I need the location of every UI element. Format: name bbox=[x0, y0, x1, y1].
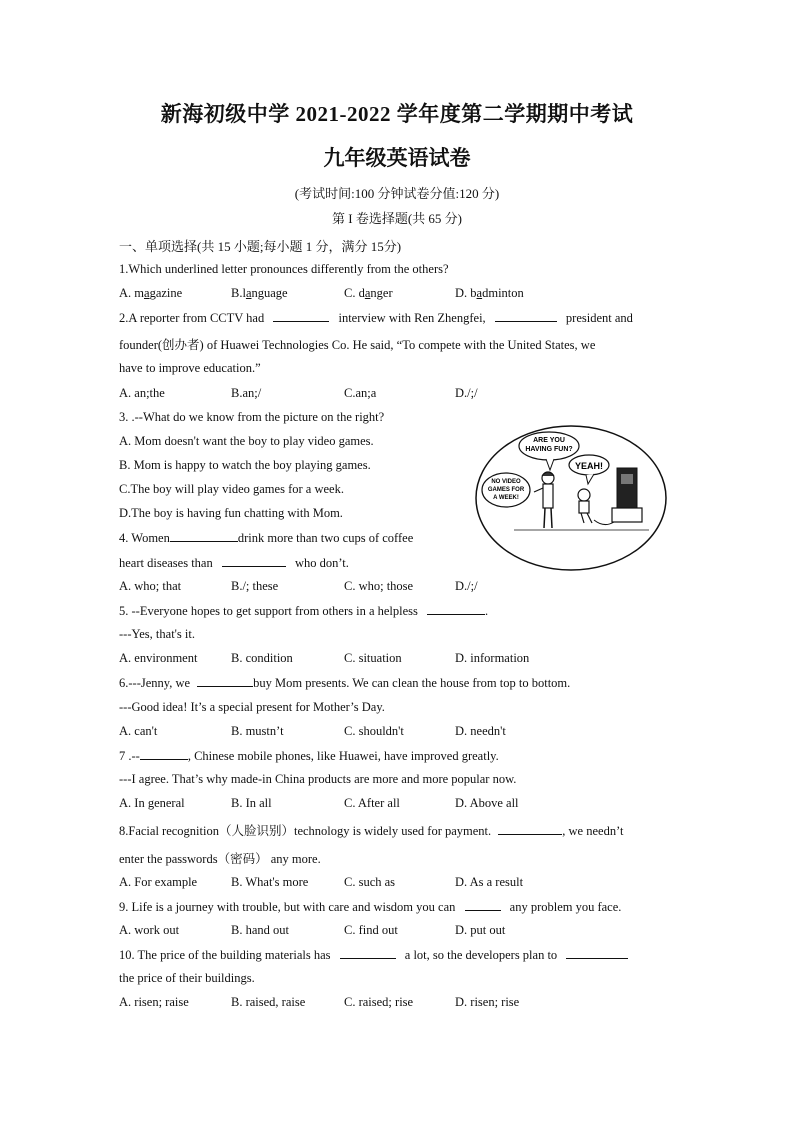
option-b: B. condition bbox=[231, 651, 293, 665]
question-6-stem-line2: ---Good idea! It’s a special present for Mother’s Day. bbox=[119, 700, 385, 714]
question-4-options bbox=[119, 579, 679, 595]
option-a: A. magazine bbox=[119, 286, 183, 300]
option-b: B. In all bbox=[231, 796, 272, 810]
option-b: B. raised, raise bbox=[231, 995, 306, 1009]
option-c: C. raised; rise bbox=[344, 995, 414, 1009]
question-8-stem-line2: enter the passwords（密码） any more. bbox=[119, 852, 321, 866]
question-10-stem-line1: 10. The price of the building materials has a lot, so the developers plan to bbox=[119, 947, 628, 963]
question-5-stem-line2: ---Yes, that's it. bbox=[119, 627, 195, 641]
option-d: D. needn't bbox=[455, 724, 506, 738]
option-b: B.an;/ bbox=[231, 386, 262, 400]
question-5-options bbox=[119, 651, 679, 667]
question-6-options bbox=[119, 724, 679, 740]
answer-blank bbox=[495, 310, 557, 322]
question-3-stem: 3. .--What do we know from the picture on the right? bbox=[119, 410, 385, 424]
option-c: C. find out bbox=[344, 923, 398, 937]
question-3-option-d: D.The boy is having fun chatting with Mom. bbox=[119, 506, 343, 520]
option-c: C. shouldn't bbox=[344, 724, 404, 738]
question-3-option-c: C.The boy will play video games for a week. bbox=[119, 482, 344, 496]
option-c: C. such as bbox=[344, 875, 396, 889]
question-9-options bbox=[119, 923, 679, 939]
option-d: D./;/ bbox=[455, 579, 478, 593]
question-10-options bbox=[119, 995, 679, 1011]
question-3-option-a: A. Mom doesn't want the boy to play video games. bbox=[119, 434, 374, 448]
question-2-stem-line2: founder(创办者) of Huawei Technologies Co. He said, “To compete with the United States, we bbox=[119, 338, 596, 352]
part-title: 第 I 卷选择题(共 65 分) bbox=[332, 211, 462, 226]
option-d: D. Above all bbox=[455, 796, 519, 810]
exam-title: 新海初级中学 2021-2022 学年度第二学期期中考试 bbox=[160, 102, 634, 126]
question-9-stem: 9. Life is a journey with trouble, but with care and wisdom you can any problem you face. bbox=[119, 900, 622, 914]
question-6-stem-line1: 6.---Jenny, we buy Mom presents. We can clean the house from top to bottom. bbox=[119, 676, 571, 690]
option-b: B. hand out bbox=[231, 923, 289, 937]
question-7-stem-line1: 7 .-- , Chinese mobile phones, like Huawei, have improved greatly. bbox=[119, 749, 499, 763]
question-7-stem-line2: ---I agree. That’s why made-in China products are more and more popular now. bbox=[119, 772, 517, 786]
option-b: B. mustn’t bbox=[231, 724, 284, 738]
option-d: D. badminton bbox=[455, 286, 524, 300]
option-c: C.an;a bbox=[344, 386, 377, 400]
option-c: C. danger bbox=[344, 286, 393, 300]
option-b: B. What's more bbox=[231, 875, 309, 889]
sign-text-line2: GAMES FOR bbox=[487, 487, 525, 493]
answer-blank bbox=[465, 899, 501, 911]
option-b: B.language bbox=[231, 286, 288, 300]
question-10-stem-line2: the price of their buildings. bbox=[119, 971, 255, 985]
option-a: A. environment bbox=[119, 651, 198, 665]
section-title: 一、单项选择(共 15 小题;每小题 1 分，满分 15分) bbox=[119, 239, 402, 254]
option-a: A. risen; raise bbox=[119, 995, 189, 1009]
option-a: A. can't bbox=[119, 724, 158, 738]
answer-blank bbox=[197, 675, 253, 687]
question-4-stem-line2: heart diseases than who don’t. bbox=[119, 556, 349, 570]
option-d: D. put out bbox=[455, 923, 506, 937]
question-3-option-b: B. Mom is happy to watch the boy playing games. bbox=[119, 458, 371, 472]
answer-blank bbox=[566, 947, 628, 959]
answer-blank bbox=[498, 823, 562, 835]
question-1-options bbox=[119, 286, 679, 302]
question-4-stem-line1: 4. Women drink more than two cups of coffee bbox=[119, 531, 414, 545]
question-7-options bbox=[119, 796, 679, 812]
option-d: D./;/ bbox=[455, 386, 478, 400]
answer-blank bbox=[140, 748, 188, 760]
question-5-stem-line1: 5. --Everyone hopes to get support from others in a helpless . bbox=[119, 604, 489, 618]
answer-blank bbox=[340, 947, 396, 959]
question-2-stem-line1: 2.A reporter from CCTV had interview with Ren Zhengfei, president and bbox=[119, 311, 633, 325]
bubble-yeah-text: YEAH! bbox=[574, 461, 604, 471]
cartoon-illustration bbox=[474, 420, 669, 575]
option-a: A. an;the bbox=[119, 386, 165, 400]
answer-blank bbox=[427, 603, 485, 615]
option-d: D. As a result bbox=[455, 875, 524, 889]
sign-text-line1: NO VIDEO bbox=[491, 479, 521, 485]
exam-subtitle: 九年级英语试卷 bbox=[323, 146, 471, 170]
question-8-options bbox=[119, 875, 679, 891]
answer-blank bbox=[222, 555, 286, 567]
bubble-text-line2: HAVING FUN? bbox=[525, 446, 573, 453]
option-a: A. work out bbox=[119, 923, 180, 937]
answer-blank bbox=[273, 310, 329, 322]
option-a: A. In general bbox=[119, 796, 185, 810]
question-1-stem: 1.Which underlined letter pronounces differently from the others? bbox=[119, 262, 449, 276]
sign-text-line3: A WEEK! bbox=[493, 495, 519, 501]
option-c: C. situation bbox=[344, 651, 402, 665]
option-d: D. risen; rise bbox=[455, 995, 520, 1009]
option-b: B./; these bbox=[231, 579, 279, 593]
option-a: A. who; that bbox=[119, 579, 182, 593]
option-d: D. information bbox=[455, 651, 530, 665]
question-2-stem-line3: have to improve education.” bbox=[119, 361, 261, 375]
exam-info: (考试时间:100 分钟试卷分值:120 分) bbox=[294, 186, 500, 201]
answer-blank bbox=[170, 530, 238, 542]
option-a: A. For example bbox=[119, 875, 198, 889]
option-c: C. After all bbox=[344, 796, 400, 810]
question-8-stem-line1: 8.Facial recognition（人脸识别）technology is widely used for payment. , we needn’t bbox=[119, 824, 624, 838]
bubble-text-line1: ARE YOU bbox=[533, 437, 565, 444]
question-2-options bbox=[119, 386, 679, 402]
option-c: C. who; those bbox=[344, 579, 414, 593]
